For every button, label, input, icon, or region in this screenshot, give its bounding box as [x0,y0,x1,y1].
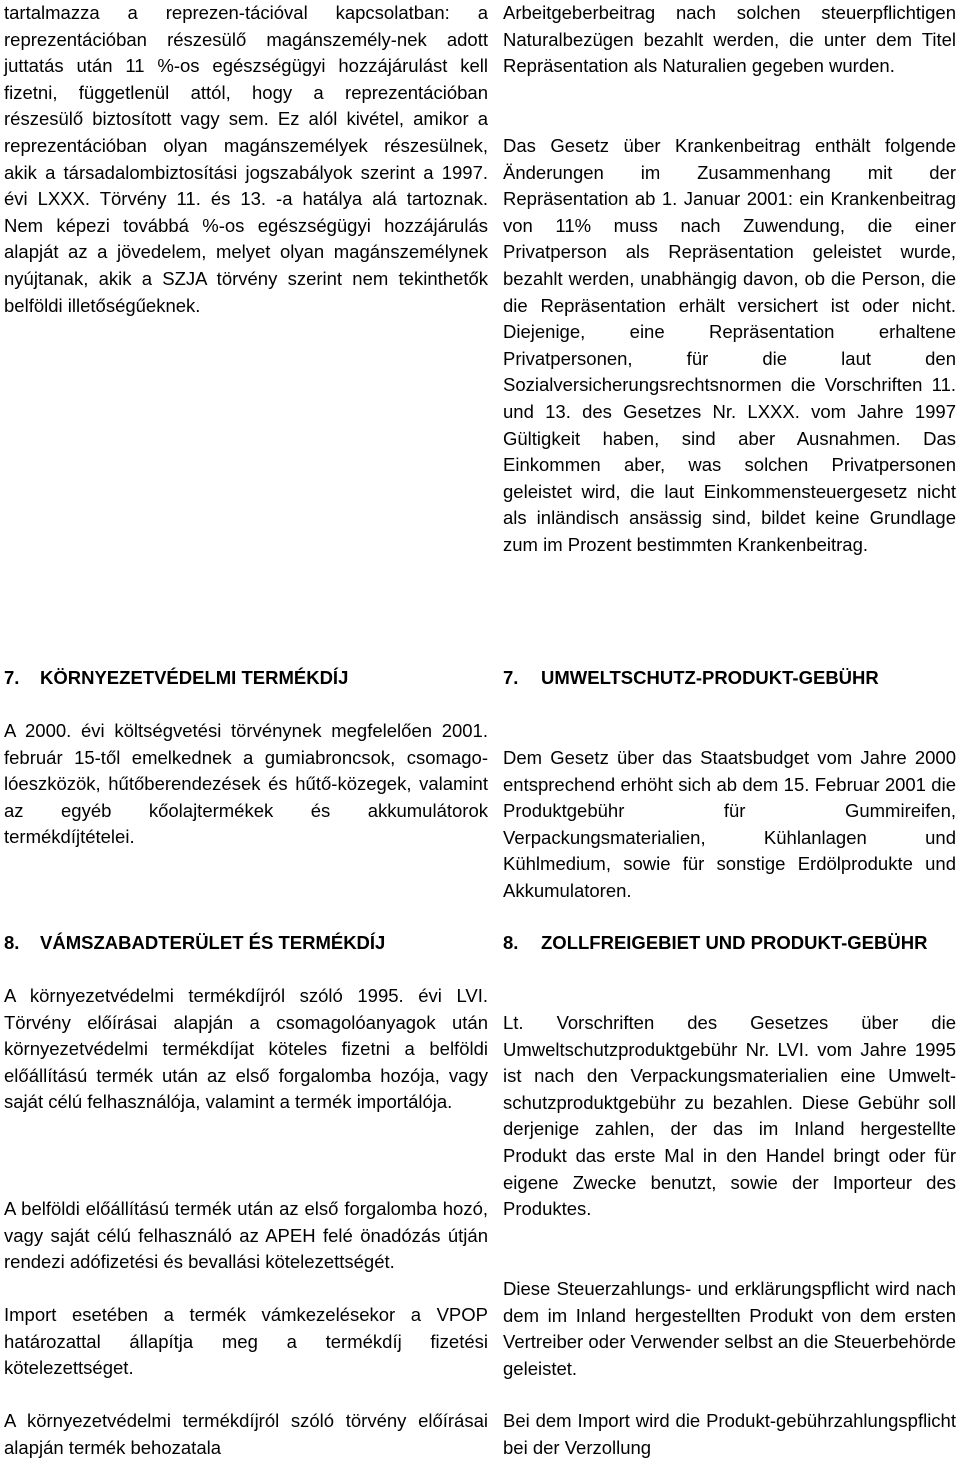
de-section-8-title: ZOLLFREIGEBIET UND PRODUKT-GEBÜHR [541,932,928,953]
hu-section-7-heading [4,665,488,692]
hu-section-8-paragraph-1: A környezetvédelmi termékdíjról szóló 1995. évi LVI. Törvény előírásai alapján a csomagolóanyagok után környezetvédelmi termékdíjat köteles fizetni a belföldi előállítású termék után az első forgalomba hozója, vagy saját célú felhasználója, valamint a termék importálója. [4,985,488,1113]
hu-section-8-paragraph-4: A környezetvédelmi termékdíjról szóló törvény előírásai alapján termék behozatala [4,1410,488,1458]
hu-section-8-paragraph-3: Import esetében a termék vámkezelésekor a VPOP határozattal állapítja meg a termékdíj fizetési kötelezettséget. [4,1304,488,1379]
de-section-8-heading [503,930,956,957]
de-section-7-paragraph: Dem Gesetz über das Staatsbudget vom Jahre 2000 entsprechend erhöht sich ab dem 15. Februar 2001 die Produktgebühr für Gummireifen, Verpackungsmaterialien, Kühlanlagen und Kühlmedium, sowie für sonstige Erdölprodukte und Akkumulatoren. [503,747,956,901]
de-section-7-title: UMWELTSCHUTZ-PRODUKT-GEBÜHR [541,667,879,688]
de-section-8-paragraph-1: Lt. Vorschriften des Gesetzes über die Umweltschutzproduktgebühr Nr. LVI. vom Jahre 1995 ist nach den Verpackungsmaterialien eine Umwelt-schutzproduktgebühr zu bezahlen. Diese Gebühr soll derjenige zahlen, der das im Inland hergestellte Produkt das erste Mal in den Handel bringt oder für eigene Zwecke benutzt, sowie der Importeur des Produktes. [503,1012,956,1220]
hu-intro-paragraph: tartalmazza a reprezen-tációval kapcsolatban: a reprezentációban részesülő magánszemély-nek adott juttatás után 11 %-os egészségügyi hozzájárulást kell fizetni, függetlenül attól, hogy a reprezentációban részesülő biztosított vagy sem. Ez alól kivétel, amikor a reprezentációban olyan magánszemélyek részesülnek, akik a társadalombiztosítási jogszabályok szerint a 1997. évi LXXX. Törvény 11. és 13. -a hatálya alá tartoznak. Nem képezi továbbá %-os egészségügyi hozzájárulás alapját az a jövedelem, melyet olyan magánszemélynek nyújtanak, akik a SZJA törvény szerint nem tekinthetők belföldi illetőségűeknek. [4,2,488,316]
hu-section-7-number: 7. [4,667,20,688]
de-section-8-paragraph-3: Bei dem Import wird die Produkt-gebührzahlungspflicht bei der Verzollung [503,1410,956,1458]
hu-section-8-paragraph-2: A belföldi előállítású termék után az első forgalomba hozó, vagy saját célú felhasználó az APEH felé önadózás útján rendezi adófizetési és bevallási kötelezettségét. [4,1198,488,1273]
de-section-8-number: 8. [503,932,519,953]
hu-section-7-paragraph: A 2000. évi költségvetési törvénynek megfelelően 2001. február 15-től emelkednek a gumiabroncsok, csomago-lóeszközök, hűtőberendezések és hűtő-közegek, valamint az egyéb kőolajtermékek és akkumulátorok termékdíjtételei. [4,720,488,848]
de-section-7-heading [503,665,956,692]
hu-section-7-title: KÖRNYEZETVÉDELMI TERMÉKDÍJ [40,667,349,688]
de-section-7-number: 7. [503,667,519,688]
de-intro-paragraph-1: Arbeitgeberbeitrag nach solchen steuerpflichtigen Naturalbezügen bezahlt werden, die unter dem Titel Repräsentation als Naturalien gegeben wurden. [503,2,956,77]
hu-section-8-number: 8. [4,932,20,953]
de-intro-paragraph-2: Das Gesetz über Krankenbeitrag enthält folgende Änderungen im Zusammenhang mit der Repräsentation ab 1. Januar 2001: ein Krankenbeitrag von 11% muss nach Zuwendung, die einer Privatperson als Repräsentation geleistet wurde, bezahlt werden, unabhängig davon, ob die Person, die die Repräsentation erhält versichert ist oder nicht. Diejenige, eine Repräsentation erhaltene Privatpersonen, für die laut den Sozialversicherungsrechtsnormen die Vorschriften 11. und 13. des Gesetzes Nr. LXXX. vom Jahre 1997 Gültigkeit haben, sind aber Ausnahmen. Das Einkommen aber, was solchen Privatpersonen geleistet wird, die laut Einkommensteuergesetz nicht als inländisch ansässig sind, bildet keine Grundlage zum im Prozent bestimmten Krankenbeitrag. [503,135,956,555]
hu-section-8-heading [4,930,488,957]
de-section-8-paragraph-2: Diese Steuerzahlungs- und erklärungspflicht wird nach dem im Inland hergestellten Produkt von dem ersten Vertreiber oder Verwender selbst an die Steuerbehörde geleistet. [503,1278,956,1379]
hu-section-8-title: VÁMSZABADTERÜLET ÉS TERMÉKDÍJ [40,932,386,953]
